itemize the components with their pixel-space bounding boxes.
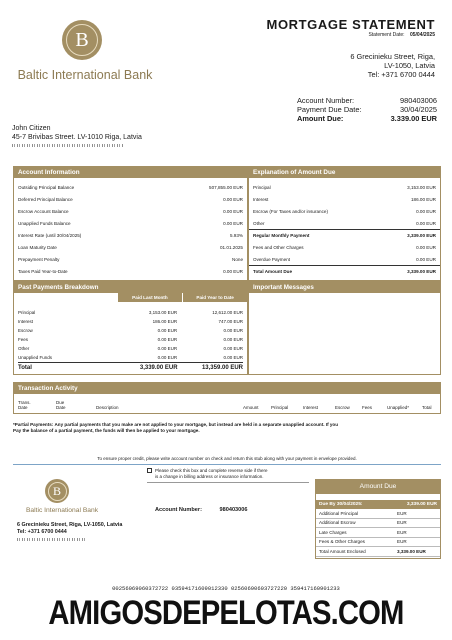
amount-due-line bbox=[316, 538, 440, 548]
table-cell: 0.00 EUR bbox=[223, 355, 243, 360]
info-row bbox=[14, 217, 247, 229]
watermark-text: AMIGOSDEPELOTAS.COM bbox=[48, 594, 404, 632]
bank-logo-emblem bbox=[62, 20, 102, 60]
info-row bbox=[249, 253, 440, 265]
coupon-address: 6 Grecinieku Street, Riga, LV-1050, Latvia Tel: +371 6700 0444 bbox=[17, 522, 122, 541]
info-row bbox=[14, 181, 247, 193]
table-row bbox=[14, 335, 247, 344]
bank-address: 6 Grecinieku Street, Riga, LV-1050, Latvia Tel: +371 6700 0444 bbox=[350, 52, 435, 79]
table-cell: 747.00 EUR bbox=[218, 319, 243, 324]
important-messages-header: Important Messages bbox=[249, 282, 440, 293]
table-cell: 12,612.00 EUR bbox=[212, 310, 243, 315]
coupon-instruction: To ensure proper credit, please write account number on check and return this stub along with your payment in envelope provided. bbox=[97, 456, 357, 461]
row-label: Total Amount Due bbox=[253, 269, 293, 274]
info-row bbox=[14, 265, 247, 277]
past-payments-header: Past Payments Breakdown bbox=[14, 282, 247, 293]
coupon-bank-logo bbox=[17, 479, 127, 519]
past-payments-total-row: Total 3,339.00 EUR 13,359.00 EUR bbox=[18, 362, 243, 372]
past-payments-table bbox=[14, 308, 247, 362]
table-row bbox=[14, 344, 247, 353]
table-cell: 0.00 EUR bbox=[223, 346, 243, 351]
address-change-text: Please check this box and complete reverse side if there is a change in billing address or insurance information. bbox=[155, 468, 268, 479]
row-label: Escrow (For Taxes and/or insurance) bbox=[253, 208, 328, 214]
info-row bbox=[14, 253, 247, 265]
line-label: Additional Principal bbox=[319, 510, 359, 516]
bank-logo-letter: B bbox=[66, 24, 98, 56]
row-label: Interest bbox=[253, 196, 269, 202]
account-information-panel bbox=[13, 166, 248, 281]
amount-due-box bbox=[315, 479, 441, 559]
col-paid-ytd: Paid Year to Date bbox=[183, 293, 247, 302]
row-value: 507,855.00 EUR bbox=[209, 184, 243, 190]
info-row bbox=[249, 217, 440, 229]
partial-payments-note: *Partial Payments: Any partial payments that you make are not applied to your mortgage, but instead are held in a separate unapplied account. If you Pay the balance of a partial payment, the funds will then be applied to your mortgage. bbox=[13, 422, 339, 433]
table-cell: 0.00 EUR bbox=[223, 328, 243, 333]
transaction-columns: Trans. Date Due Date Description Amount Principal Interest Escrow Fees Unapplied* Total bbox=[18, 400, 432, 410]
table-cell: Principal bbox=[18, 310, 36, 315]
explanation-panel bbox=[248, 166, 441, 281]
amount-due-line bbox=[316, 547, 440, 557]
table-cell: Other bbox=[18, 346, 30, 351]
table-cell: 0.00 EUR bbox=[157, 337, 178, 342]
bank-name: Baltic International Bank bbox=[17, 68, 153, 82]
line-label: Fees & Other Charges bbox=[319, 539, 365, 545]
table-cell: 0.00 EUR bbox=[223, 337, 243, 342]
info-row bbox=[249, 205, 440, 217]
due-by-row: Due By 30/04/2025: 3,339.00 EUR bbox=[316, 500, 440, 509]
row-value: 0.00 EUR bbox=[223, 196, 243, 202]
row-value: 0.00 EUR bbox=[416, 256, 436, 262]
micr-line: 00256069060372722 03594171609012330 02560690603727220 359417160901233 bbox=[112, 585, 340, 592]
important-messages-panel bbox=[248, 281, 441, 375]
row-value: 0.00 EUR bbox=[416, 220, 436, 226]
info-row bbox=[249, 265, 440, 277]
explanation-rows bbox=[249, 178, 440, 277]
amount-due-line bbox=[316, 528, 440, 538]
table-cell: Interest bbox=[18, 319, 34, 324]
table-cell: 3,153.00 EUR bbox=[148, 310, 178, 315]
transaction-activity-header: Transaction Activity bbox=[14, 383, 440, 394]
table-cell: 0.00 EUR bbox=[157, 355, 178, 360]
row-value: 0.00 EUR bbox=[223, 268, 243, 274]
line-value: EUR bbox=[397, 529, 407, 535]
account-information-rows bbox=[14, 178, 247, 277]
row-label: Principal bbox=[253, 184, 271, 190]
info-row bbox=[249, 193, 440, 205]
row-value: 0.00 EUR bbox=[223, 208, 243, 214]
table-row bbox=[14, 317, 247, 326]
table-row bbox=[14, 308, 247, 317]
tear-line bbox=[13, 464, 441, 465]
row-label: Interest Rate (until 30/04/2025) bbox=[18, 232, 82, 238]
row-value: 5.93% bbox=[229, 232, 243, 238]
info-row bbox=[14, 193, 247, 205]
line-value: 3,339.00 EUR bbox=[397, 548, 426, 554]
info-row bbox=[14, 241, 247, 253]
amount-due-header: Amount Due bbox=[316, 480, 440, 494]
past-payments-panel bbox=[13, 281, 248, 375]
coupon-bank-name: Baltic International Bank bbox=[25, 507, 99, 514]
row-value: 0.00 EUR bbox=[416, 244, 436, 250]
table-row bbox=[14, 326, 247, 335]
amount-due-line bbox=[316, 509, 440, 519]
info-row bbox=[14, 229, 247, 241]
row-label: Overdue Payment bbox=[253, 256, 291, 262]
row-label: Other bbox=[253, 220, 265, 226]
row-label: Taxes Paid Year-to-Date bbox=[18, 268, 68, 274]
table-cell: 186.00 EUR bbox=[152, 319, 178, 324]
line-value: EUR bbox=[397, 510, 407, 516]
row-value: 01.01.2025 bbox=[220, 244, 243, 250]
table-cell: 0.00 EUR bbox=[157, 328, 178, 333]
account-information-header: Account Information bbox=[14, 167, 247, 178]
coupon-logo-emblem: B bbox=[45, 479, 69, 503]
row-value: 3,153.00 EUR bbox=[407, 184, 436, 190]
statement-date: Statement Date: 05/04/2025 bbox=[368, 32, 435, 38]
account-summary: Account Number: 980403006 Payment Due Date: 30/04/2025 Amount Due: 3.339.00 EUR bbox=[297, 96, 437, 123]
line-value: EUR bbox=[397, 539, 407, 545]
line-label: Total Amount Enclosed bbox=[319, 548, 366, 554]
line-label: Late Charges bbox=[319, 529, 347, 535]
explanation-header: Explanation of Amount Due bbox=[249, 167, 440, 178]
col-paid-last-month: Paid Last Month bbox=[118, 293, 183, 302]
row-label: Unapplied Funds Balance bbox=[18, 220, 71, 226]
table-cell: 0.00 EUR bbox=[157, 346, 178, 351]
row-label: Outsiding Principal Balance bbox=[18, 184, 75, 190]
statement-title: MORTGAGE STATEMENT bbox=[266, 17, 435, 32]
checkbox-divider bbox=[147, 482, 309, 483]
coupon-postal-barcode bbox=[17, 538, 87, 541]
info-row bbox=[249, 181, 440, 193]
amount-due-lines bbox=[316, 509, 440, 557]
row-label: Deferred Principal Balance bbox=[18, 196, 73, 202]
line-value: EUR bbox=[397, 520, 407, 526]
line-label: Additional Escrow bbox=[319, 520, 356, 526]
bank-logo bbox=[10, 18, 160, 88]
customer-name: John Citizen bbox=[12, 125, 51, 132]
row-label: Escrow Account Balance bbox=[18, 208, 69, 214]
table-row bbox=[14, 353, 247, 362]
amount-due-line bbox=[316, 519, 440, 529]
row-value: 0.00 EUR bbox=[223, 220, 243, 226]
info-row bbox=[249, 241, 440, 253]
table-cell: Unapplied Funds bbox=[18, 355, 53, 360]
address-change-checkbox[interactable] bbox=[147, 468, 152, 473]
postal-barcode bbox=[12, 144, 124, 147]
customer-block bbox=[12, 124, 142, 147]
row-value: None bbox=[232, 256, 243, 262]
row-value: 186.00 EUR bbox=[410, 196, 436, 202]
row-value: 0.00 EUR bbox=[416, 208, 436, 214]
row-value: 3,339.00 EUR bbox=[407, 233, 436, 238]
info-row bbox=[249, 229, 440, 241]
past-payments-col-headers bbox=[14, 293, 247, 302]
transaction-activity-panel bbox=[13, 382, 441, 414]
row-label: Prepayment Penalty bbox=[18, 256, 60, 262]
customer-address: 45-7 Brivibas Street. LV-1010 Riga, Latvia bbox=[12, 134, 142, 141]
row-label: Fees and Other Charges bbox=[253, 244, 304, 250]
row-label: Loan Maturity Date bbox=[18, 244, 57, 250]
row-value: 3,339.00 EUR bbox=[407, 269, 436, 274]
row-label: Regular Monthly Payment bbox=[253, 233, 310, 238]
info-row bbox=[14, 205, 247, 217]
table-cell: Escrow bbox=[18, 328, 33, 333]
coupon-account-number: Account Number: 980403006 bbox=[155, 507, 248, 513]
table-cell: Fees bbox=[18, 337, 29, 342]
